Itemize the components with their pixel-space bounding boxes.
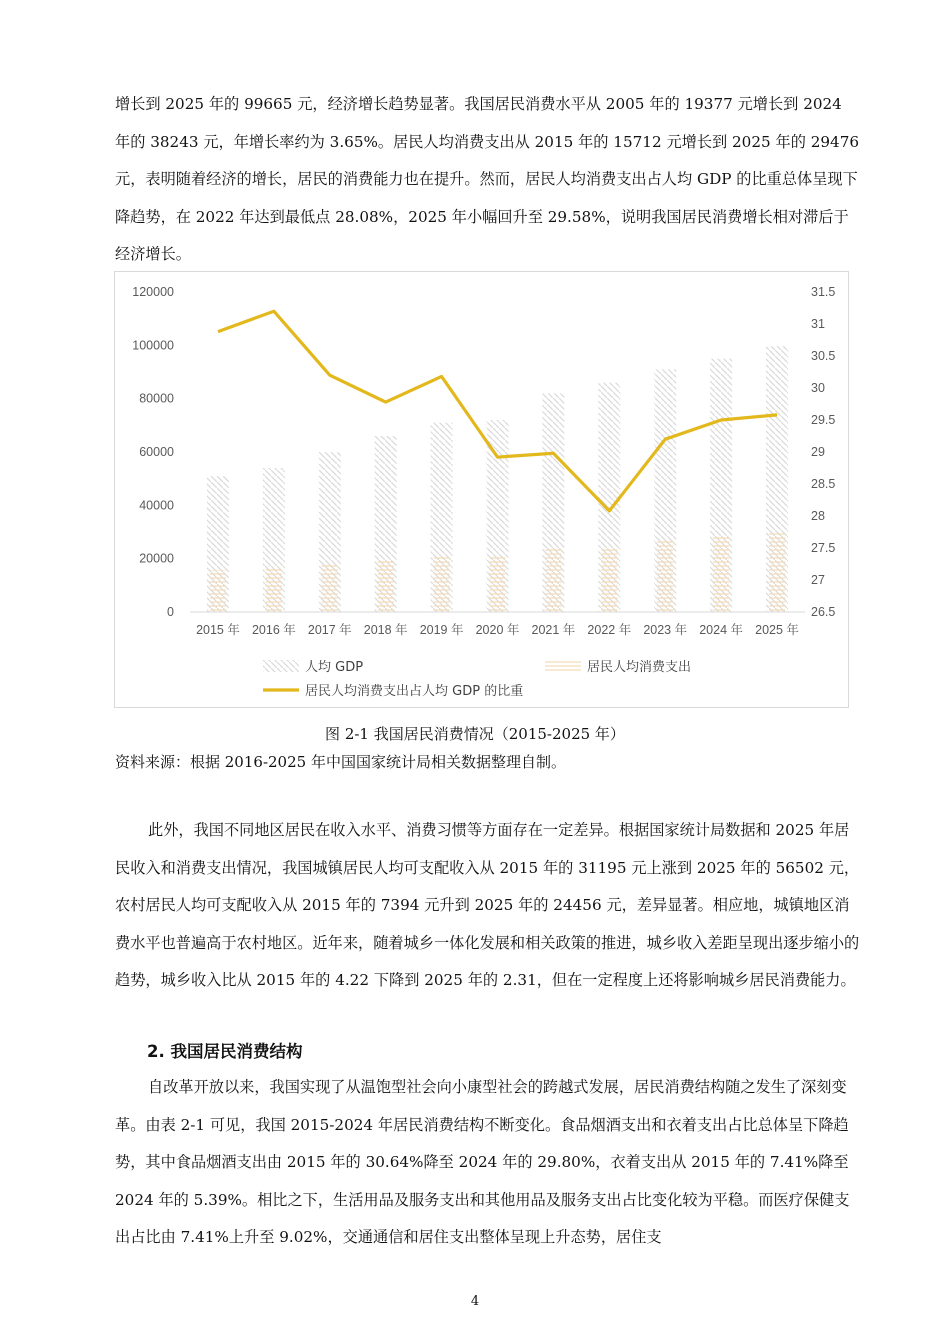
bar-consumption xyxy=(378,559,394,612)
figure-source: 资料来源：根据 2016-2025 年中国国家统计局相关数据整理自制。 xyxy=(115,753,566,771)
right-tick-label: 30.5 xyxy=(811,349,836,363)
legend-label-gdp: 人均 GDP xyxy=(305,660,364,675)
legend-label-consumption: 居民人均消费支出 xyxy=(587,660,692,675)
bar-consumption xyxy=(713,537,729,612)
right-tick-label: 29.5 xyxy=(811,413,836,427)
right-tick-label: 30 xyxy=(811,381,825,395)
bar-consumption xyxy=(434,555,450,612)
right-tick-label: 27.5 xyxy=(811,541,836,555)
right-tick-label: 27 xyxy=(811,573,825,587)
page-number: 4 xyxy=(470,1294,480,1309)
bar-consumption xyxy=(490,555,506,612)
left-tick-label: 100000 xyxy=(132,338,174,353)
paragraph-3: 自改革开放以来，我国实现了从温饱型社会向小康型社会的跨越式发展，居民消费结构随之发生了深刻变革。由表 2-1 可见，我国 2015-2024 年居民消费结构不断变化。食品烟酒支出和衣着支出占比总体呈下降趋势，其中食品烟酒支出由 2015 年的 30.64%降至 2024 年的 29.80%，衣着支出从 2015 年的 7.41%降至 2024 年的 5.39%。相比之下，生活用品及服务支出和其他用品及服务支出占比变化较为平稳。而医疗保健支出占比由 7.41%上升至 9.02%，交通通信和居住支出整体呈现上升态势，居住支 xyxy=(115,1078,850,1247)
section-heading: 2. 我国居民消费结构 xyxy=(147,1042,303,1061)
left-tick-label: 60000 xyxy=(139,445,174,459)
x-tick-label: 2020 年 xyxy=(475,623,520,637)
chart-svg xyxy=(115,272,848,707)
x-tick-label: 2016 年 xyxy=(251,623,296,637)
left-tick-label: 80000 xyxy=(139,391,174,406)
x-tick-label: 2025 年 xyxy=(755,623,799,637)
x-tick-label: 2021 年 xyxy=(531,623,576,637)
legend-swatch-gdp xyxy=(263,660,299,672)
left-tick-label: 20000 xyxy=(139,551,174,566)
bar-consumption xyxy=(545,548,561,612)
consumption-chart xyxy=(114,271,849,708)
x-tick-label: 2017 年 xyxy=(307,623,352,637)
paragraph-1: 增长到 2025 年的 99665 元，经济增长趋势显著。我国居民消费水平从 2005 年的 19377 元增长到 2024 年的 38243 元，年增长率约为 3.65%。居民人均消费支出从 2015 年的 15712 元增长到 2025 年的 29476 元，表明随着经济的增长，居民的消费能力也在提升。然而，居民人均消费支出占人均 GDP 的比重总体呈现下降趋势，在 2022 年达到最低点 28.08%，2025 年小幅回升至 29.58%，说明我国居民消费增长相对滞后于经济增长。 xyxy=(115,95,860,264)
right-tick-label: 31 xyxy=(811,317,825,331)
bar-consumption xyxy=(601,547,617,612)
right-tick-label: 28 xyxy=(811,509,825,523)
x-tick-label: 2023 年 xyxy=(643,623,688,637)
x-tick-label: 2019 年 xyxy=(419,623,464,637)
x-tick-label: 2015 年 xyxy=(196,623,240,637)
paragraph-2: 此外，我国不同地区居民在收入水平、消费习惯等方面存在一定差异。根据国家统计局数据和 2025 年居民收入和消费支出情况，我国城镇居民人均可支配收入从 2015 年的 31195 元上涨到 2025 年的 56502 元，农村居民人均可支配收入从 2015 年的 7394 元升到 2025 年的 24456 元，差异显著。相应地，城镇地区消费水平也普遍高于农村地区。近年来，随着城乡一体化发展和相关政策的推进，城乡收入差距呈现出逐步缩小的趋势，城乡收入比从 2015 年的 4.22 下降到 2025 年的 2.31，但在一定程度上还将影响城乡居民消费能力。 xyxy=(115,821,860,990)
x-tick-label: 2024 年 xyxy=(699,623,744,637)
right-tick-label: 29 xyxy=(811,445,825,459)
x-tick-label: 2018 年 xyxy=(363,623,408,637)
figure-caption: 图 2-1 我国居民消费情况（2015-2025 年） xyxy=(325,725,625,743)
right-tick-label: 28.5 xyxy=(811,477,836,491)
x-tick-label: 2022 年 xyxy=(587,623,632,637)
bar-consumption xyxy=(322,563,338,612)
right-tick-label: 26.5 xyxy=(811,605,836,619)
legend-swatch-consumption xyxy=(545,660,581,672)
left-tick-label: 120000 xyxy=(132,285,174,299)
bar-consumption xyxy=(657,541,673,612)
bar-consumption xyxy=(769,533,785,612)
bar-consumption xyxy=(266,566,282,612)
left-tick-label: 40000 xyxy=(139,498,174,513)
left-tick-label: 0 xyxy=(167,605,174,619)
right-tick-label: 31.5 xyxy=(811,285,836,299)
bar-consumption xyxy=(210,570,226,612)
legend-label-ratio: 居民人均消费支出占人均 GDP 的比重 xyxy=(305,684,524,699)
